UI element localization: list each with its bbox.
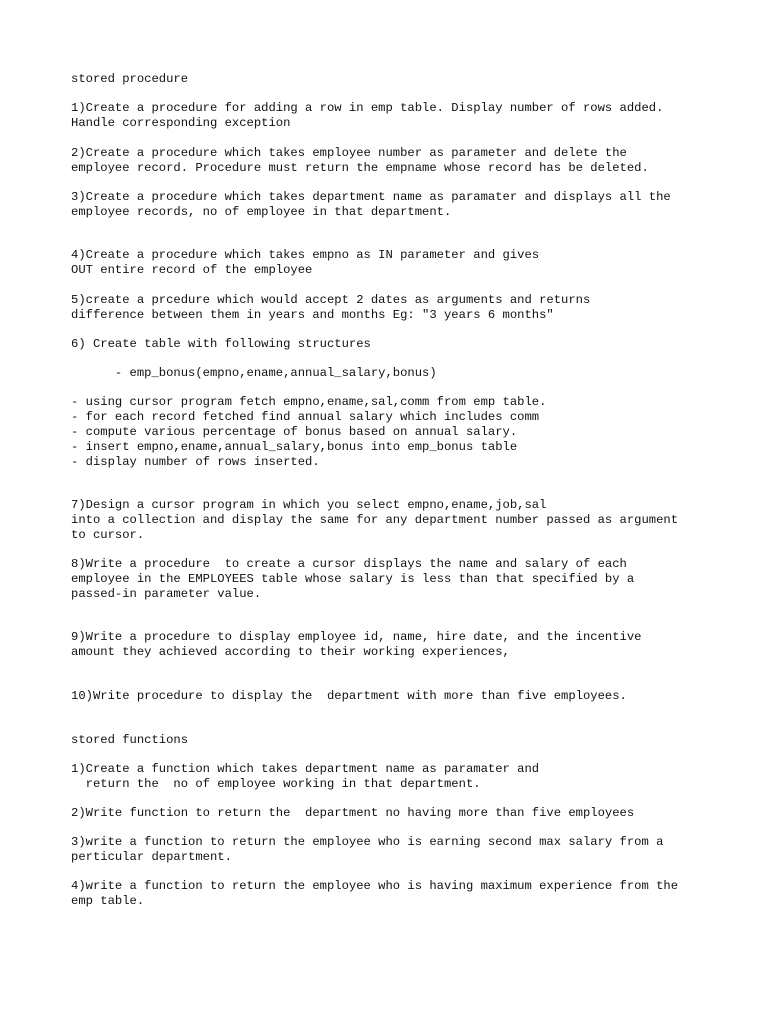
function-3-line-2: perticular department. [71,850,232,864]
functions-heading: stored functions [71,733,189,747]
function-1-line-1: 1)Create a function which takes department name as paramater and [71,762,540,776]
function-4-line-1: 4)write a function to return the employee who is having maximum experience from the [71,879,679,893]
procedure-7-line-3: to cursor. [71,528,145,542]
procedure-2-line-1: 2)Create a procedure which takes employee number as parameter and delete the [71,146,627,160]
function-1-line-2: return the no of employee working in that department. [71,777,481,791]
procedure-6-step-4: - insert empno,ename,annual_salary,bonus into emp_bonus table [71,440,518,454]
procedure-6-structure: - emp_bonus(empno,ename,annual_salary,bonus) [71,366,437,380]
procedure-6-line-1: 6) Create table with following structures [71,337,371,351]
procedure-3-line-2: employee records, no of employee in that department. [71,205,452,219]
procedure-10-line-1: 10)Write procedure to display the department with more than five employees. [71,689,627,703]
procedure-9-line-2: amount they achieved according to their working experiences, [71,645,510,659]
procedure-2-line-2: employee record. Procedure must return the empname whose record has be deleted. [71,161,649,175]
procedure-5-line-2: difference between them in years and months Eg: "3 years 6 months" [71,308,554,322]
procedure-4-line-1: 4)Create a procedure which takes empno as IN parameter and gives [71,248,540,262]
procedure-8-line-3: passed-in parameter value. [71,587,262,601]
function-4-line-2: emp table. [71,894,145,908]
procedure-6-step-3: - compute various percentage of bonus based on annual salary. [71,425,518,439]
procedure-5-line-1: 5)create a prcedure which would accept 2 dates as arguments and returns [71,293,591,307]
procedure-1-line-2: Handle corresponding exception [71,116,291,130]
procedure-8-line-2: employee in the EMPLOYEES table whose salary is less than that specified by a [71,572,635,586]
procedure-6-step-2: - for each record fetched find annual salary which includes comm [71,410,540,424]
procedure-9-line-1: 9)Write a procedure to display employee id, name, hire date, and the incentive [71,630,642,644]
function-3-line-1: 3)write a function to return the employee who is earning second max salary from a [71,835,664,849]
procedures-heading: stored procedure [71,72,189,86]
procedure-4-line-2: OUT entire record of the employee [71,263,313,277]
procedure-7-line-1: 7)Design a cursor program in which you select empno,ename,job,sal [71,498,547,512]
procedure-7-line-2: into a collection and display the same for any department number passed as argument [71,513,679,527]
function-2-line-1: 2)Write function to return the department no having more than five employees [71,806,635,820]
procedure-1-line-1: 1)Create a procedure for adding a row in emp table. Display number of rows added. [71,101,664,115]
procedure-8-line-1: 8)Write a procedure to create a cursor displays the name and salary of each [71,557,627,571]
procedure-6-step-5: - display number of rows inserted. [71,455,320,469]
procedure-3-line-1: 3)Create a procedure which takes department name as paramater and displays all the [71,190,671,204]
procedure-6-step-1: - using cursor program fetch empno,ename,sal,comm from emp table. [71,395,547,409]
